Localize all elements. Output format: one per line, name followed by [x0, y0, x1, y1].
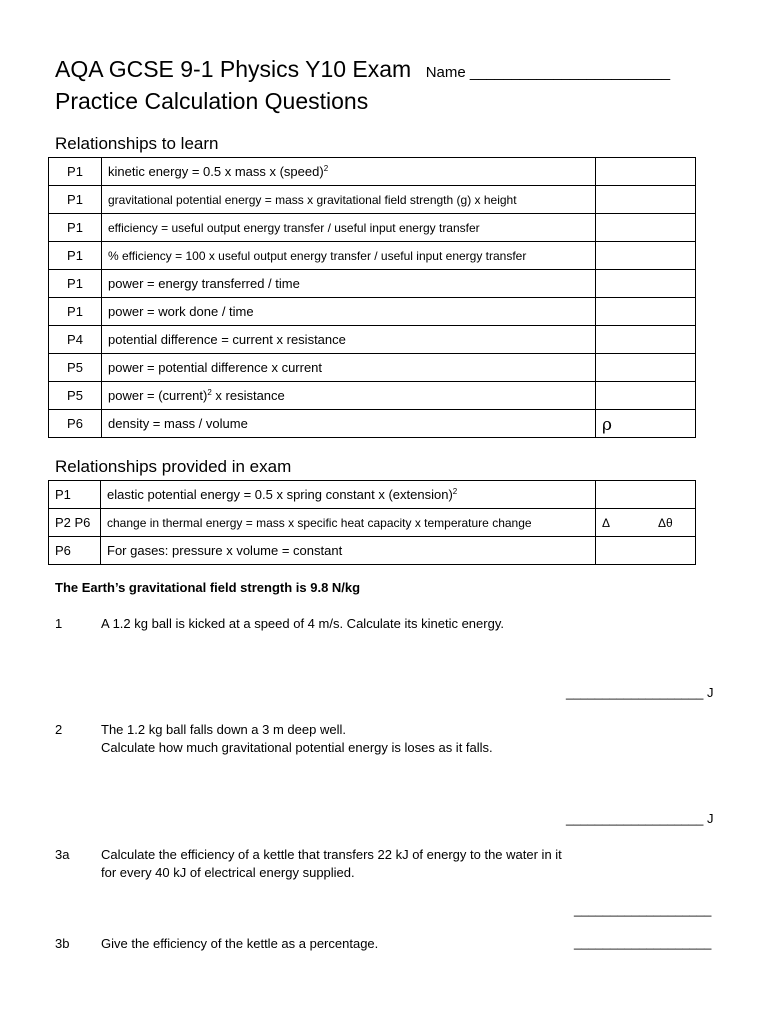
equation: kinetic energy = 0.5 x mass x (speed)$^2$ — [102, 158, 596, 186]
gravity-note: The Earth’s gravitational field strength is 9.8 N/kg — [55, 580, 361, 595]
density-symbol: ρ — [602, 414, 612, 435]
spec-code: P1 — [49, 186, 102, 214]
name-field[interactable]: Name ________________________ — [425, 64, 671, 81]
equation: power = work done / time — [102, 298, 596, 326]
table-row — [49, 410, 696, 438]
answer-line[interactable]: ___________________ J — [566, 811, 714, 826]
table-row — [49, 537, 696, 565]
equation: power = potential difference x current — [102, 354, 596, 382]
equation: % efficiency = 100 x useful output energy transfer / useful input energy transfer — [102, 242, 596, 270]
table-row — [49, 270, 696, 298]
spec-code: P5 — [49, 354, 102, 382]
spec-code: P1 — [49, 298, 102, 326]
page-subtitle: Practice Calculation Questions — [55, 88, 369, 114]
table-row — [49, 298, 696, 326]
learn-heading: Relationships to learn — [55, 134, 219, 153]
table-row — [49, 326, 696, 354]
symbol-cell — [596, 537, 696, 565]
spec-code: P1 — [49, 481, 101, 509]
equation: power = (current)$^2$ x resistance — [102, 382, 596, 410]
question-number: 3b — [55, 936, 70, 951]
provided-table — [48, 480, 696, 565]
symbol-cell — [596, 186, 696, 214]
table-row — [49, 382, 696, 410]
spec-code: P2 P6 — [49, 509, 101, 537]
symbol-cell — [596, 326, 696, 354]
equation: potential difference = current x resistance — [102, 326, 596, 354]
table-row — [49, 354, 696, 382]
spec-code: P1 — [49, 242, 102, 270]
equation: density = mass / volume — [102, 410, 596, 438]
question-text: Give the efficiency of the kettle as a percentage. — [101, 936, 379, 951]
spec-code: P4 — [49, 326, 102, 354]
answer-line[interactable]: ___________________ J — [566, 685, 714, 700]
learn-table — [48, 157, 696, 438]
equation: change in thermal energy = mass x specific heat capacity x temperature change — [101, 509, 596, 537]
symbol-cell — [596, 354, 696, 382]
question-text: Calculate the efficiency of a kettle that transfers 22 kJ of energy to the water in it for every 40 kJ of electrical energy supplied. — [101, 847, 562, 880]
delta-symbol: Δ — [602, 515, 611, 530]
table-row — [49, 509, 696, 537]
symbol-cell — [596, 382, 696, 410]
question-number: 2 — [55, 722, 63, 737]
spec-code: P1 — [49, 214, 102, 242]
title-row — [55, 56, 670, 83]
spec-code: P6 — [49, 410, 102, 438]
equation: gravitational potential energy = mass x gravitational field strength (g) x height — [102, 186, 596, 214]
symbol-cell — [596, 242, 696, 270]
equation: elastic potential energy = 0.5 x spring constant x (extension)$^2$ — [101, 481, 596, 509]
symbol-cell — [596, 481, 696, 509]
symbol-cell — [596, 270, 696, 298]
table-row — [49, 186, 696, 214]
spec-code: P1 — [49, 158, 102, 186]
question-text: A 1.2 kg ball is kicked at a speed of 4 m/s. Calculate its kinetic energy. — [101, 616, 504, 631]
table-row — [49, 158, 696, 186]
symbol-cell — [596, 214, 696, 242]
page-title: AQA GCSE 9-1 Physics Y10 Exam — [55, 56, 412, 82]
question-text: The 1.2 kg ball falls down a 3 m deep well. Calculate how much gravitational potential energy is loses as it falls. — [101, 722, 493, 755]
delta-theta-symbol: Δθ — [658, 515, 673, 530]
question-number: 1 — [55, 616, 63, 631]
symbol-cell — [596, 298, 696, 326]
table-row — [49, 242, 696, 270]
equation: power = energy transferred / time — [102, 270, 596, 298]
symbol-cell — [596, 410, 696, 438]
symbol-cell — [596, 509, 696, 537]
equation: For gases: pressure x volume = constant — [101, 537, 596, 565]
spec-code: P1 — [49, 270, 102, 298]
answer-line[interactable]: ___________________ — [574, 902, 712, 917]
provided-heading: Relationships provided in exam — [55, 457, 292, 476]
equation: efficiency = useful output energy transfer / useful input energy transfer — [102, 214, 596, 242]
answer-line[interactable]: ___________________ — [574, 935, 712, 950]
spec-code: P5 — [49, 382, 102, 410]
question-number: 3a — [55, 847, 70, 862]
spec-code: P6 — [49, 537, 101, 565]
table-row — [49, 481, 696, 509]
table-row — [49, 214, 696, 242]
symbol-cell — [596, 158, 696, 186]
